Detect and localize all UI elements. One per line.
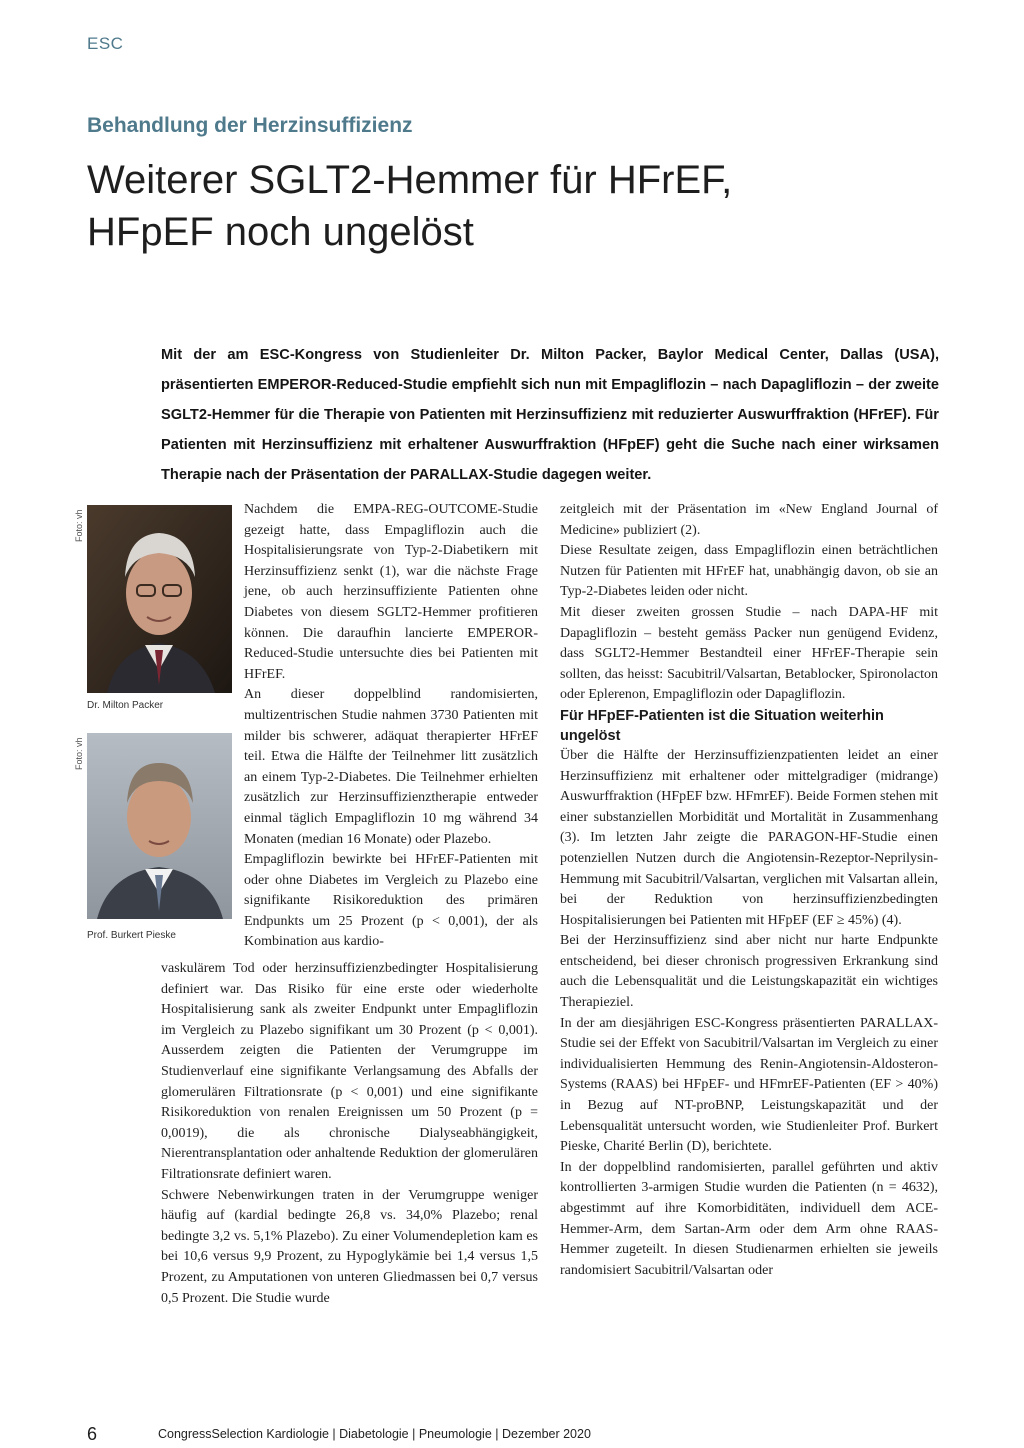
publication-footer: CongressSelection Kardiologie | Diabetologie | Pneumologie | Dezember 2020 xyxy=(158,1427,591,1441)
portrait-photo-pieske xyxy=(87,733,232,919)
headline-line-2: HFpEF noch ungelöst xyxy=(87,210,474,254)
section-tag: ESC xyxy=(87,34,124,53)
portrait-photo-packer xyxy=(87,505,232,693)
body-column-left-top xyxy=(244,500,538,953)
body-column-left-bottom xyxy=(161,959,538,1309)
page-number: 6 xyxy=(87,1424,98,1444)
body-paragraph: vaskulärem Tod oder herzinsuffizienzbedingter Hospitalisierung definiert war. Das Risiko für eine erste oder wiederholte Hospitalisierung sank als zweiter Endpunkt unter Empagliflozin im Vergleich zu Plazebo signifikant um 30 Prozent (p < 0,001). Ausserdem zeigten die Patienten der Verumgruppe im Studienverlauf eine signifikante Verlangsamung des Abfalls der glomerulären Filtrationsrate (p < 0,001) und eine signifikante Risikoreduktion von renalen Ereignissen um 50 Prozent (p = 0,0019), die als chronische Dialyseabhängigkeit, Nierentransplantation oder anhaltende Reduktion der glomerulären Filtrationsrate definiert waren. xyxy=(161,961,538,1182)
body-paragraph: Über die Hälfte der Herzinsuffizienzpatienten leidet an einer Herzinsuffizienz mit erhaltener oder mittelgradiger (midrange) Auswurffraktion (HFpEF bzw. HFmrEF). Beide Formen stehen mit einer substanziellen Morbidität und Mortalität in Zusammenhang (3). Im letzten Jahr zeigte die PARAGON-HF-Studie einen potenziellen Nutzen durch die Angiotensin-Rezeptor-Neprilysin-Hemmung mit Sacubitril/Valsartan, verglichen mit Valsartan allein, bei der Reduktion von herzinsuffizienzbedingten Hospitalisierungen bei Patienten mit HFpEF (EF ≥ 45%) (4). xyxy=(560,747,938,928)
body-paragraph: In der doppelblind randomisierten, parallel geführten und aktiv kontrollierten 3-armigen Studie wurden die Patienten (n = 4632), abgestimmt auf ihre Komorbiditäten, individuell dem ACE-Hemmer-Arm, dem Sartan-Arm oder dem Arm ohne RAAS-Hemmer zugeteilt. In diesen Studienarmen erhielten sie jeweils randomisiert Sacubitril/Valsartan oder xyxy=(560,1159,938,1278)
photo-caption: Dr. Milton Packer xyxy=(87,700,164,711)
body-paragraph: An dieser doppelblind randomisierten, multizentrischen Studie nahmen 3730 Patienten mit milder bis schwerer, adäquat therapierter HFrEF teil. Etwa die Hälfte der Teilnehmer litt zusätzlich an einem Typ-2-Diabetes. Die Teilnehmer erhielten zusätzlich zur Herzinsuffizienztherapie entweder einmal täglich Empagliflozin 10 mg während 34 Monaten (median 16 Monate) oder Plazebo. xyxy=(244,687,538,847)
body-paragraph: Bei der Herzinsuffizienz sind aber nicht nur harte Endpunkte entscheidend, bei dieser chronisch progressiven Erkrankung sind auch die Lebensqualität und die Leistungskapazität ein wichtiges Therapieziel. xyxy=(560,933,938,1011)
section-subheading: Für HFpEF-Patienten ist die Situation weiterhin ungelöst xyxy=(560,707,884,744)
body-paragraph: In der am diesjährigen ESC-Kongress präsentierten PARALLAX-Studie sei der Effekt von Sacubitril/Valsartan im Vergleich zu einer individualisierten Hemmung des Renin-Angiotensin-Aldosteron-Systems (RAAS) bei HFpEF- und HFmrEF-Patienten (EF > 40%) in Bezug auf NT-proBNP, Leistungskapazität und der Lebensqualität untersucht worden, wie Studienleiter Prof. Burkert Pieske, Charité Berlin (D), berichtete. xyxy=(560,1015,938,1155)
photo-credit: Foto: vh xyxy=(74,509,84,542)
body-column-right xyxy=(560,500,938,1281)
body-paragraph: zeitgleich mit der Präsentation im «New England Journal of Medicine» publiziert (2). xyxy=(560,502,938,538)
photo-caption: Prof. Burkert Pieske xyxy=(87,930,176,941)
body-paragraph: Diese Resultate zeigen, dass Empagliflozin einen beträchtlichen Nutzen für Patienten mit HFrEF hat, unabhängig davon, ob sie an Typ-2-Diabetes leiden oder nicht. xyxy=(560,543,938,600)
body-paragraph: Nachdem die EMPA-REG-OUTCOME-Studie gezeigt hatte, dass Empagliflozin auch die Hospitalisierungsrate von Typ-2-Diabetikern mit Herzinsuffizienz senkt (1), war die nächste Frage jene, ob auch herzinsuffiziente Patienten ohne Diabetes von diesem SGLT2-Hemmer profitieren können. Die daraufhin lancierte EMPEROR-Reduced-Studie untersuchte dies bei Patienten mit HFrEF. xyxy=(244,502,538,682)
headline-line-1: Weiterer SGLT2-Hemmer für HFrEF, xyxy=(87,158,733,202)
article-kicker: Behandlung der Herzinsuffizienz xyxy=(87,114,413,137)
body-paragraph: Mit dieser zweiten grossen Studie – nach DAPA-HF mit Dapagliflozin – besteht gemäss Packer nun genügend Evidenz, dass SGLT2-Hemmer Bestandteil einer HFrEF-Therapie sein sollten, das heisst: Sacubitril/Valsartan, Betablocker, Spironolacton oder Eplerenon, Empagliflozin oder Dapagliflozin. xyxy=(560,604,938,703)
article-headline xyxy=(87,154,947,258)
article-lead: Mit der am ESC-Kongress von Studienleiter Dr. Milton Packer, Baylor Medical Center, Dallas (USA), präsentierten EMPEROR-Reduced-Studie empfiehlt sich nun mit Empagliflozin – nach Dapagliflozin – der zweite SGLT2-Hemmer für die Therapie von Patienten mit Herzinsuffizienz mit reduzierter Auswurffraktion (HFrEF). Für Patienten mit Herzinsuffizienz mit erhaltener Auswurffraktion (HFpEF) geht die Suche nach einer wirksamen Therapie nach der Präsentation der PARALLAX-Studie dagegen weiter. xyxy=(161,347,939,483)
body-paragraph: Schwere Nebenwirkungen traten in der Verumgruppe weniger häufig auf (kardial bedingte 26,8 vs. 34,0% Plazebo; renal bedingte 3,2 vs. 5,1% Plazebo). Zu einer Volumendepletion kam es bei 10,6 versus 9,9 Prozent, zu Hypoglykämie bei 1,4 versus 1,5 Prozent, zu Amputationen von unteren Gliedmassen bei 0,7 versus 0,5 Prozent. Die Studie wurde xyxy=(161,1187,538,1306)
body-paragraph: Empagliflozin bewirkte bei HFrEF-Patienten mit oder ohne Diabetes im Vergleich zu Plazebo eine signifikante Risikoreduktion des primären Endpunkts um 25 Prozent (p < 0,001), der als Kombination aus kardio- xyxy=(244,852,538,950)
photo-credit: Foto: vh xyxy=(74,737,84,770)
